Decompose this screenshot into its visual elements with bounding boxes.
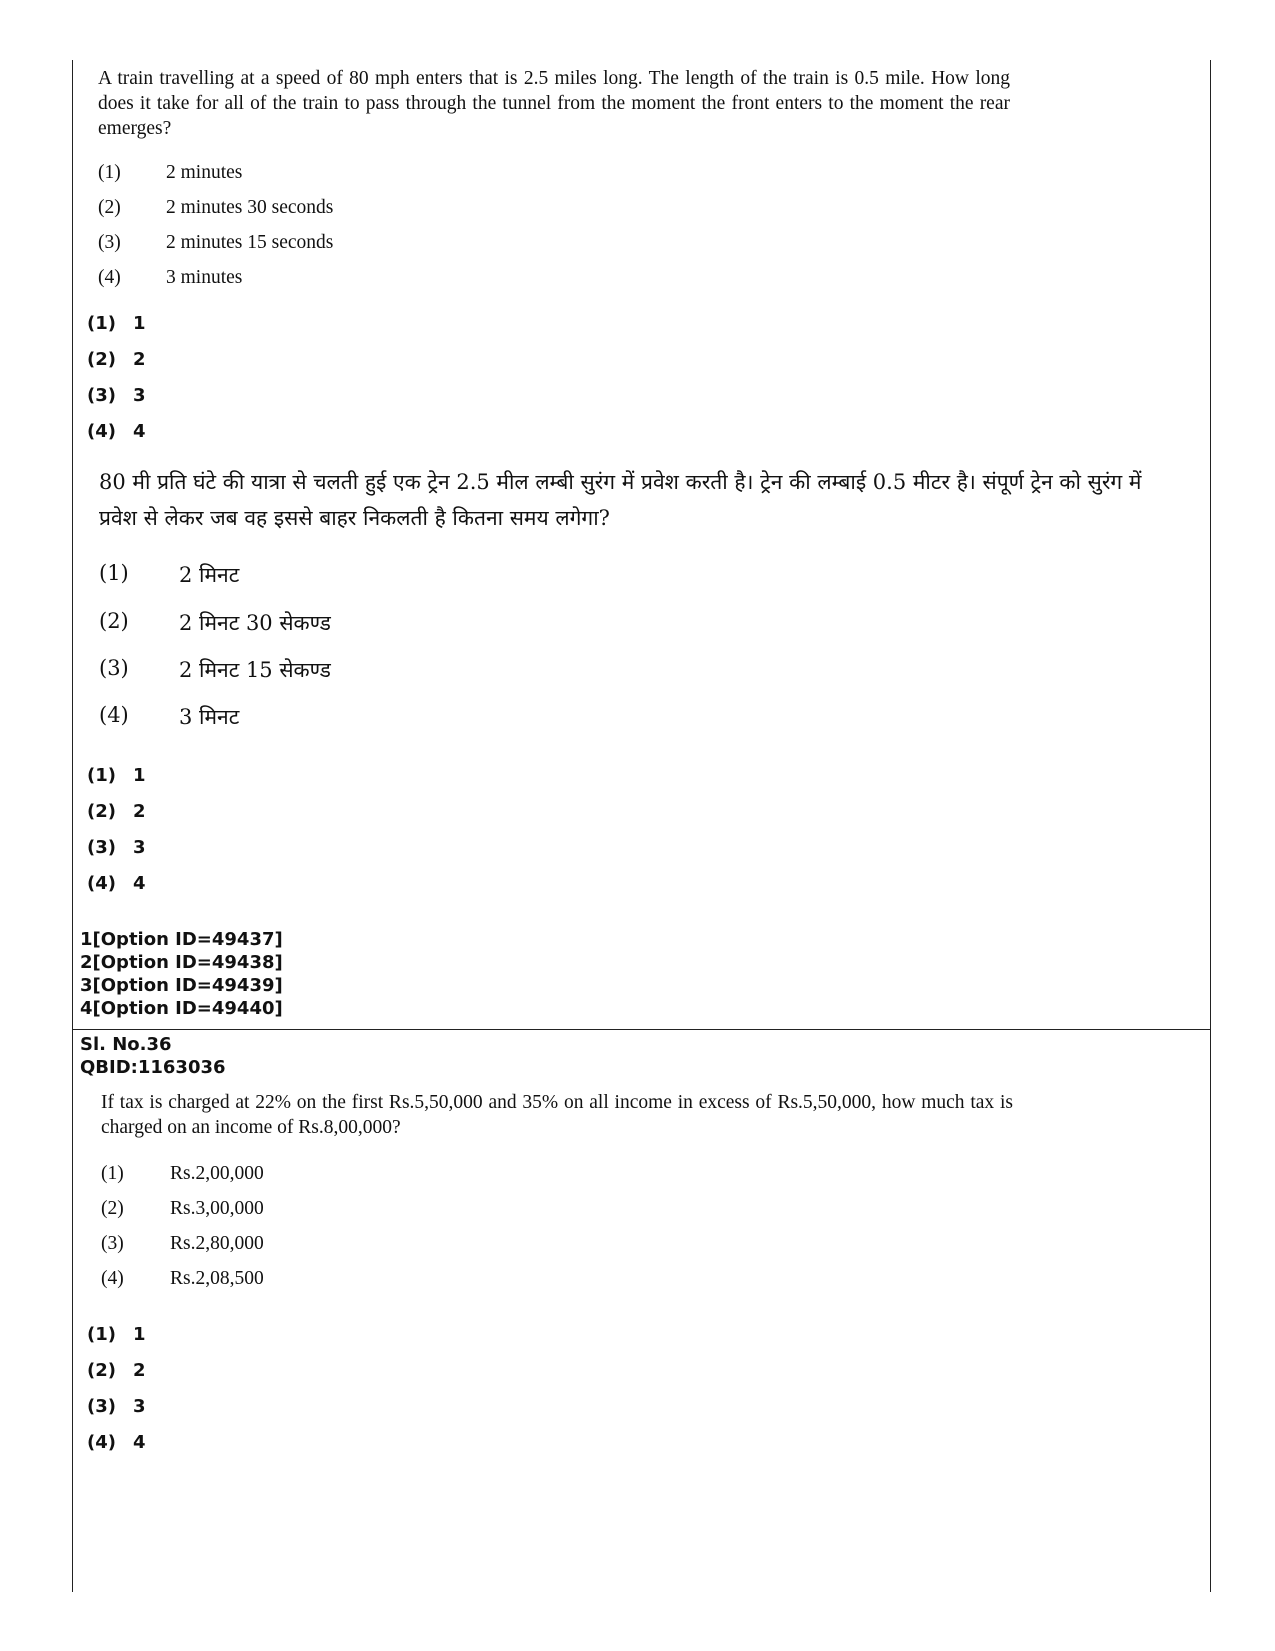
answer-choice[interactable] <box>87 837 146 858</box>
option-number: (1) <box>101 1163 124 1184</box>
serial-number: Sl. No.36 <box>80 1034 172 1055</box>
answer-value: 1 <box>133 313 146 334</box>
answer-choice[interactable] <box>87 385 146 406</box>
question-text-hindi: 80 मी प्रति घंटे की यात्रा से चलती हुई एक ट्रेन 2.5 मील लम्बी सुरंग में प्रवेश करती है। ट्रेन की लम्बाई 0.5 मीटर है। संपूर्ण ट्रेन को सुरंग में प्रवेश से लेकर जब वह इससे बाहर निकलती है कितना समय लगेगा? <box>99 470 1142 530</box>
answer-choice[interactable] <box>87 1396 146 1417</box>
answer-value: 1 <box>133 1324 146 1345</box>
page-frame-right <box>1210 60 1211 1592</box>
answer-choice[interactable] <box>87 1432 146 1453</box>
answer-number: (4) <box>87 421 116 442</box>
option-id: 3[Option ID=49439] <box>80 975 283 996</box>
answer-choice[interactable] <box>87 349 146 370</box>
option-number: (2) <box>98 197 121 218</box>
option-number: (2) <box>99 609 129 633</box>
answer-value: 2 <box>133 1360 146 1381</box>
question-meta <box>80 1033 226 1079</box>
answer-number: (2) <box>87 1360 116 1381</box>
option-number: (4) <box>98 267 121 288</box>
option-number: (2) <box>101 1198 124 1219</box>
answer-number: (3) <box>87 1396 116 1417</box>
answer-value: 3 <box>133 837 146 858</box>
answer-number: (1) <box>87 313 116 334</box>
option-text: 2 मिनट 15 सेकण्ड <box>179 658 331 682</box>
qbid: QBID:1163036 <box>80 1057 226 1078</box>
question-text: If tax is charged at 22% on the first Rs.5,50,000 and 35% on all income in excess of Rs.5,50,000, how much tax is charged on an income of Rs.8,00,000? <box>101 1092 1013 1138</box>
answer-value: 3 <box>133 1396 146 1417</box>
answer-value: 4 <box>133 1432 146 1453</box>
option-text: 2 minutes <box>166 162 243 183</box>
option-text: 3 minutes <box>166 267 243 288</box>
answer-value: 1 <box>133 765 146 786</box>
answer-number: (2) <box>87 801 116 822</box>
answer-choice[interactable] <box>87 765 146 786</box>
answer-choice[interactable] <box>87 1324 146 1345</box>
answer-choice[interactable] <box>87 873 146 894</box>
answer-choice[interactable] <box>87 421 146 442</box>
option-number: (3) <box>99 656 129 680</box>
option-text: Rs.2,08,500 <box>170 1268 264 1289</box>
page-frame-left <box>72 60 73 1592</box>
question-text-english: A train travelling at a speed of 80 mph enters that is 2.5 miles long. The length of the train is 0.5 mile. How long does it take for all of the train to pass through the tunnel from the moment the front enters to the moment the rear emerges? <box>98 68 1010 139</box>
option-id: 2[Option ID=49438] <box>80 952 283 973</box>
option-number: (1) <box>98 162 121 183</box>
option-number: (3) <box>101 1233 124 1254</box>
answer-number: (1) <box>87 765 116 786</box>
option-text: 2 मिनट 30 सेकण्ड <box>179 611 331 635</box>
answer-number: (3) <box>87 837 116 858</box>
answer-choice[interactable] <box>87 801 146 822</box>
answer-number: (4) <box>87 1432 116 1453</box>
option-id-list <box>80 928 283 1020</box>
option-text: 2 minutes 15 seconds <box>166 232 334 253</box>
option-number: (3) <box>98 232 121 253</box>
answer-value: 4 <box>133 421 146 442</box>
option-text: 2 minutes 30 seconds <box>166 197 334 218</box>
answer-value: 3 <box>133 385 146 406</box>
option-id: 1[Option ID=49437] <box>80 929 283 950</box>
option-text: Rs.2,00,000 <box>170 1163 264 1184</box>
answer-number: (4) <box>87 873 116 894</box>
answer-number: (2) <box>87 349 116 370</box>
option-text: 2 मिनट <box>179 563 240 587</box>
option-text: 3 मिनट <box>179 705 240 729</box>
option-number: (4) <box>101 1268 124 1289</box>
option-number: (4) <box>99 703 129 727</box>
answer-number: (1) <box>87 1324 116 1345</box>
answer-choice[interactable] <box>87 313 146 334</box>
answer-value: 2 <box>133 349 146 370</box>
option-id: 4[Option ID=49440] <box>80 998 283 1019</box>
option-text: Rs.2,80,000 <box>170 1233 264 1254</box>
question-divider <box>72 1029 1210 1030</box>
answer-value: 4 <box>133 873 146 894</box>
answer-choice[interactable] <box>87 1360 146 1381</box>
option-text: Rs.3,00,000 <box>170 1198 264 1219</box>
answer-number: (3) <box>87 385 116 406</box>
option-number: (1) <box>99 561 129 585</box>
answer-value: 2 <box>133 801 146 822</box>
